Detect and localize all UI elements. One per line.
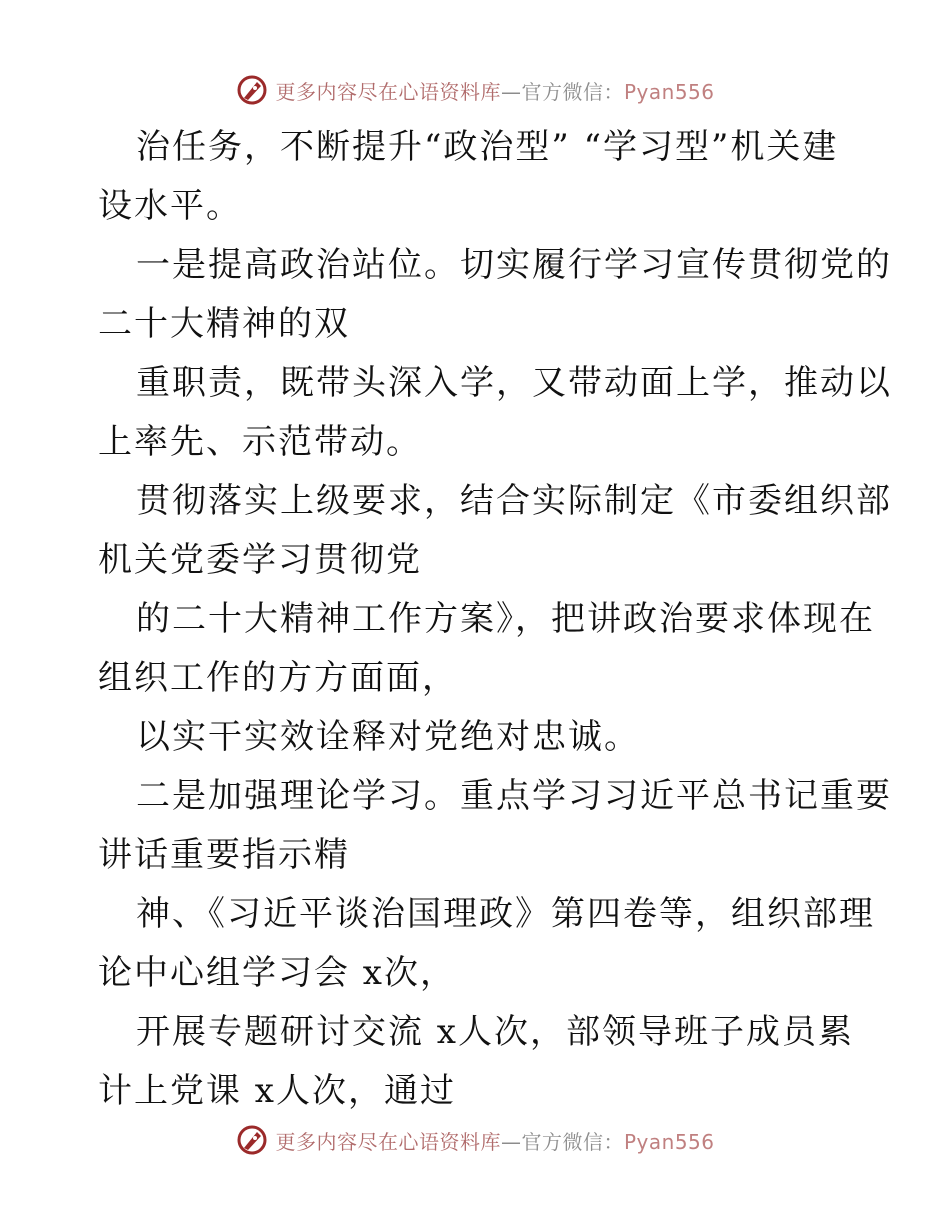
- pen-nib-circle-icon: [235, 73, 269, 107]
- text-line: 开展专题研讨交流 x人次，部领导班子成员累: [136, 1012, 854, 1052]
- text-line: 二十大精神的双: [98, 304, 350, 344]
- footer-watermark: [0, 1120, 950, 1160]
- watermark-main-text: 更多内容尽在心语资料库: [275, 79, 501, 104]
- watermark-separator: —: [500, 1129, 522, 1154]
- text-line: 论中心组学习会 x次，: [98, 953, 456, 993]
- text-line: 讲话重要指示精: [98, 835, 350, 875]
- text-line: 设水平。: [98, 186, 242, 226]
- text-line: 机关党委学习贯彻党: [98, 540, 422, 580]
- watermark-separator: —: [500, 79, 522, 104]
- text-line: 神、《习近平谈治国理政》第四卷等，组织部理: [136, 894, 875, 934]
- text-line: 计上党课 x人次，通过: [98, 1071, 456, 1111]
- text-line: 组织工作的方方面面，: [98, 658, 458, 698]
- text-line: 重职责，既带头深入学，又带动面上学，推动以: [136, 363, 892, 403]
- text-line: 的二十大精神工作方案》，把讲政治要求体现在: [136, 599, 875, 639]
- pen-nib-circle-icon: [235, 1123, 269, 1157]
- text-line: 以实干实效诠释对党绝对忠诚。: [136, 717, 640, 757]
- watermark-wechat-label: 官方微信：: [521, 1129, 624, 1154]
- watermark-wechat-label: 官方微信：: [521, 79, 624, 104]
- document-body: [98, 118, 892, 1121]
- text-line: 一是提高政治站位。切实履行学习宣传贯彻党的: [136, 245, 892, 285]
- watermark-text: [275, 1126, 714, 1155]
- text-line: 上率先、示范带动。: [98, 422, 422, 462]
- header-watermark: [0, 70, 950, 110]
- watermark-wechat-id: Pyan556: [623, 79, 715, 104]
- text-line: 治任务，不断提升“政治型” “学习型”机关建: [136, 127, 839, 167]
- watermark-wechat-id: Pyan556: [623, 1129, 715, 1154]
- watermark-main-text: 更多内容尽在心语资料库: [275, 1129, 501, 1154]
- text-line: 二是加强理论学习。重点学习习近平总书记重要: [136, 776, 892, 816]
- watermark-text: [275, 76, 714, 105]
- text-line: 贯彻落实上级要求，结合实际制定《市委组织部: [136, 481, 892, 521]
